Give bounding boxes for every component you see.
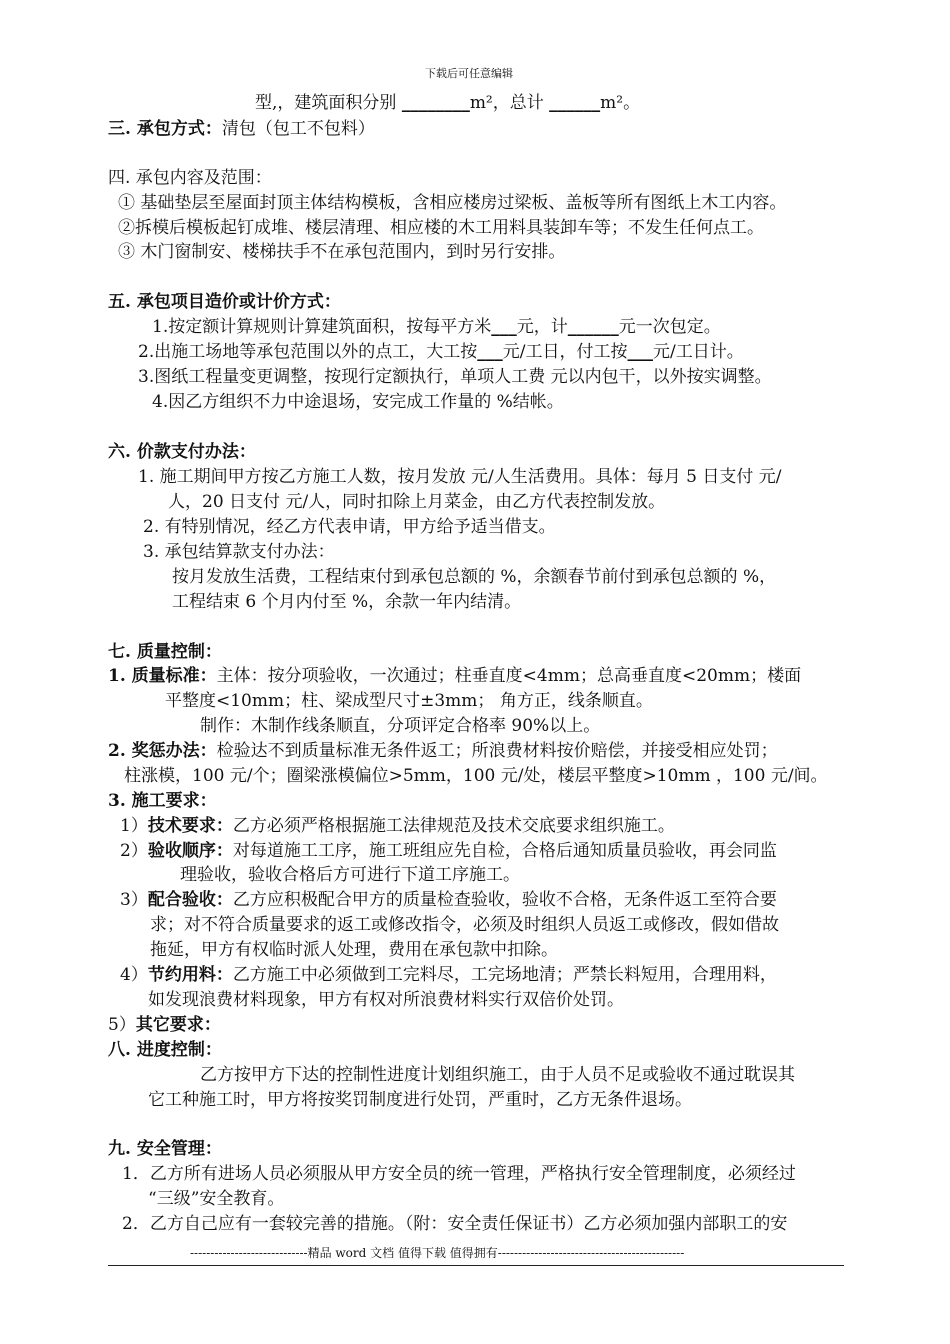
- section-5-line-4: 4.因乙方组织不力中途退场，安完成工作量的 %结帐。: [152, 392, 564, 412]
- footer-rule: [108, 1265, 844, 1266]
- section-5-heading: 五. 承包项目造价或计价方式：: [108, 292, 341, 312]
- intro-text-a: 型,，建筑面积分别: [255, 93, 402, 113]
- section-6-line-5: 按月发放生活费，工程结束付到承包总额的 %，余额春节前付到承包总额的 %，: [172, 567, 777, 587]
- req-acceptance-order: 2）验收顺序：对每道施工工序，施工班组应先自检，合格后通知质量员验收，再会同监: [120, 841, 777, 861]
- section-3-heading: 三. 承包方式：: [108, 119, 222, 139]
- section-4-item-1: ① 基础垫层至屋面封顶主体结构模板，含相应楼房过梁板、盖板等所有图纸上木工内容。: [118, 193, 787, 213]
- construction-requirements: 3. 施工要求：: [108, 791, 217, 811]
- req-other: 5）其它要求：: [108, 1015, 221, 1035]
- req-technical: 1）技术要求：乙方必须严格根据施工法律规范及技术交底要求组织施工。: [120, 816, 675, 836]
- intro-line: [255, 92, 640, 114]
- req-acceptance-order-cont: 理验收，验收合格后方可进行下道工序施工。: [180, 865, 520, 885]
- section-6-line-3: 2. 有特别情况，经乙方代表申请，甲方给予适当借支。: [143, 517, 556, 537]
- req-cooperate-cont-1: 求；对不符合质量要求的返工或修改指令，必须及时组织人员返工或修改，假如借故: [150, 915, 779, 935]
- req-cooperate-cont-2: 拖延，甲方有权临时派人处理，费用在承包款中扣除。: [150, 940, 558, 960]
- req-save-material-cont: 如发现浪费材料现象，甲方有权对所浪费材料实行双倍价处罚。: [148, 990, 624, 1010]
- intro-text-c: m²。: [600, 93, 641, 113]
- section-4-item-2: ②拆模后模板起钉成堆、楼层清理、相应楼的木工用料具装卸车等；不发生任何点工。: [118, 218, 764, 238]
- section-4-heading: 四. 承包内容及范围：: [108, 168, 272, 188]
- quality-standard: 1. 质量标准：主体：按分项验收，一次通过；柱垂直度<4mm；总高垂直度<20mm；楼面: [108, 666, 802, 686]
- quality-standard-cont: 平整度<10mm；柱、梁成型尺寸±3mm； 角方正，线条顺直。: [165, 691, 653, 711]
- section-9-line-2: 2．乙方自己应有一套较完善的措施。（附：安全责任保证书）乙方必须加强内部职工的安: [122, 1214, 788, 1234]
- intro-text-b: m²，总计: [469, 93, 550, 113]
- section-4-item-3: ③ 木门窗制安、楼梯扶手不在承包范围内，到时另行安排。: [118, 242, 566, 262]
- intro-blank-2: ______: [549, 93, 601, 113]
- section-7-heading: 七. 质量控制：: [108, 642, 222, 662]
- req-cooperate: 3）配合验收：乙方应积极配合甲方的质量检查验收，验收不合格，无条件返工至符合要: [120, 890, 777, 910]
- section-6-heading: 六. 价款支付办法：: [108, 442, 256, 462]
- intro-blank-1: ________: [401, 93, 470, 113]
- section-6-line-6: 工程结束 6 个月内付至 %，余款一年内结清。: [172, 592, 522, 612]
- req-save-material: 4）节约用料：乙方施工中必须做到工完料尽，工完场地清；严禁长料短用，合理用料，: [120, 965, 777, 985]
- section-9-line-1b: “三级”安全教育。: [148, 1189, 285, 1209]
- section-9-line-1: 1．乙方所有进场人员必须服从甲方安全员的统一管理，严格执行安全管理制度，必须经过: [122, 1164, 796, 1184]
- section-3-text: 清包（包工不包料）: [221, 119, 375, 139]
- section-9-heading: 九. 安全管理：: [108, 1139, 222, 1159]
- section-8-heading: 八. 进度控制：: [108, 1040, 222, 1060]
- reward-penalty-cont: 柱涨模，100 元/个；圈梁涨模偏位>5mm，100 元/处，楼层平整度>10mm ，100 元/间。: [124, 766, 828, 786]
- section-6-line-1: 1. 施工期间甲方按乙方施工人数，按月发放 元/人生活费用。具体：每月 5 日支付 元/: [138, 467, 782, 487]
- section-5-line-3: 3.图纸工程量变更调整，按现行定额执行，单项人工费 元以内包干，以外按实调整。: [138, 367, 772, 387]
- reward-penalty: 2. 奖惩办法：检验达不到质量标准无条件返工；所浪费材料按价赔偿，并接受相应处罚；: [108, 741, 778, 761]
- section-6-line-2: 人，20 日支付 元/人，同时扣除上月菜金，由乙方代表控制发放。: [168, 492, 666, 512]
- quality-standard-make: 制作：木制作线条顺直，分项评定合格率 90%以上。: [200, 716, 601, 736]
- section-5-line-2: 2.出施工场地等承包范围以外的点工，大工按___元/工日，付工按___元/工日计。: [138, 342, 744, 362]
- header-watermark: 下载后可任意编辑: [425, 67, 513, 80]
- section-5-line-1: 1.按定额计算规则计算建筑面积，按每平方米___元，计______元一次包定。: [152, 317, 721, 337]
- section-3: [108, 118, 375, 140]
- footer-text: -----------------------------精品 word 文档 值得下载 值得拥有----------------------------------------------: [190, 1246, 685, 1260]
- section-8-line-2: 它工种施工时，甲方将按奖罚制度进行处罚，严重时，乙方无条件退场。: [148, 1090, 692, 1110]
- section-6-line-4: 3. 承包结算款支付办法：: [143, 542, 335, 562]
- section-8-line-1: 乙方按甲方下达的控制性进度计划组织施工，由于人员不足或验收不通过耽误其: [200, 1065, 795, 1085]
